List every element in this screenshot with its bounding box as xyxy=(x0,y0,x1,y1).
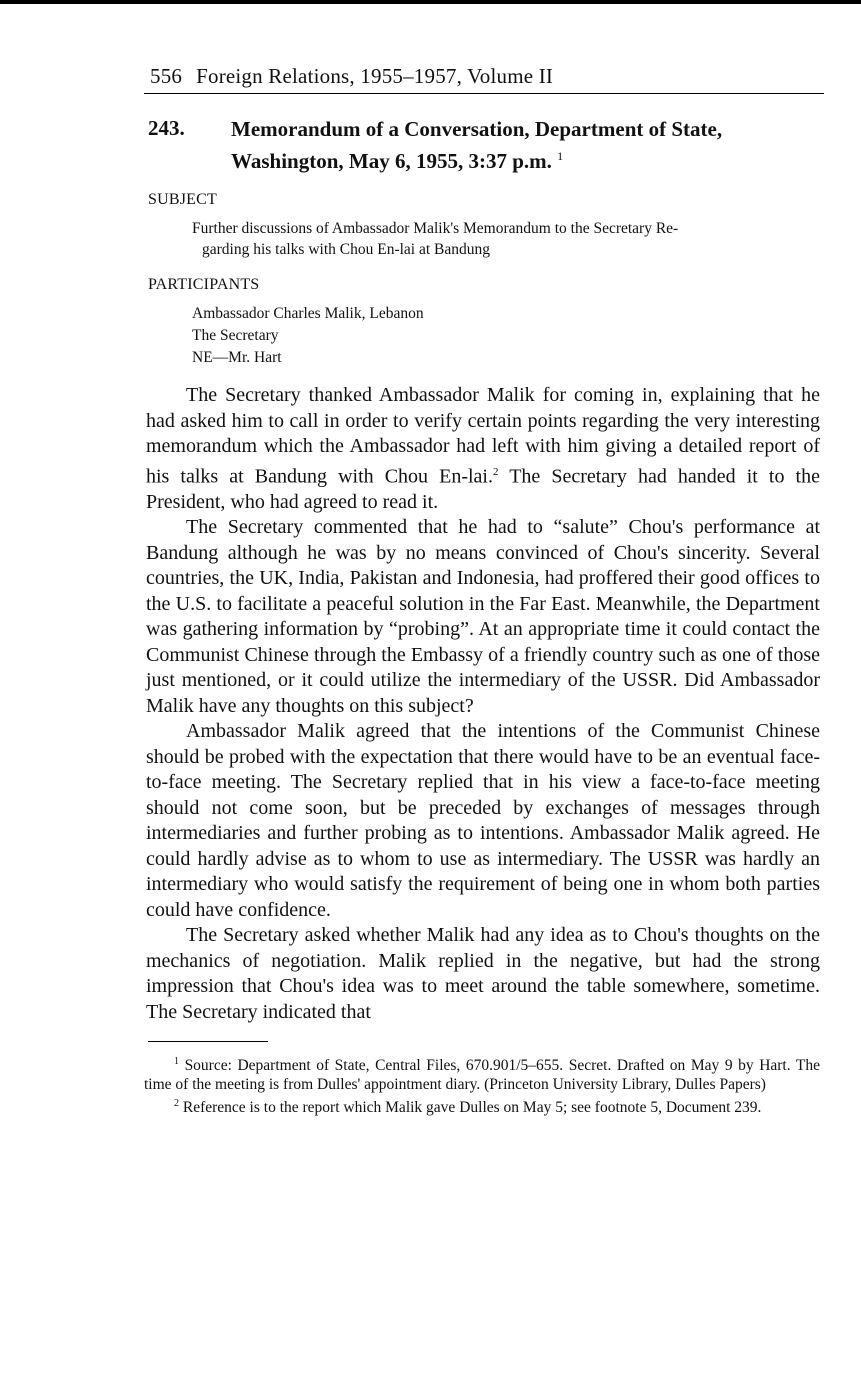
document-title-line2: Washington, May 6, 1955, 3:37 p.m. xyxy=(231,149,552,173)
footnote-2 xyxy=(144,1094,820,1117)
paragraph-4: The Secretary asked whether Malik had any idea as to Chou's thoughts on the mechanics of negotiation. Malik replied in the negative, but had the strong impression that Chou's idea was to meet around the table somewhere, sometime. The Secretary indicated that xyxy=(146,924,820,1023)
participant-item: The Secretary xyxy=(192,327,279,344)
subject-label: SUBJECT xyxy=(148,191,217,208)
document-number: 243. xyxy=(148,116,185,140)
running-head xyxy=(144,64,824,94)
participant-item: Ambassador Charles Malik, Lebanon xyxy=(192,305,424,322)
publication-title: Foreign Relations, 1955–1957, Volume II xyxy=(196,64,554,88)
subject-line2: garding his talks with Chou En-lai at Bandung xyxy=(202,241,491,258)
subject-line1: Further discussions of Ambassador Malik's Memorandum to the Secretary Re- xyxy=(192,220,679,237)
document-title-line1: Memorandum of a Conversation, Department of State, xyxy=(231,117,723,141)
paragraph-2: The Secretary commented that he had to “salute” Chou's performance at Bandung although he was by no means convinced of Chou's sincerity. Several countries, the UK, India, Pakistan and Indonesia, had proffered their good offices to the U.S. to facilitate a peaceful solution in the Far East. Meanwhile, the Department was gathering information by “probing”. At an appropriate time it could contact the Communist Chinese through the Embassy of a friendly country such as one of those just mentioned, or it could utilize the intermediary of the USSR. Did Ambassador Malik have any thoughts on this subject? xyxy=(146,516,820,717)
document-header xyxy=(144,116,824,175)
scan-top-edge xyxy=(0,0,861,4)
participant-item: NE—Mr. Hart xyxy=(192,349,282,366)
footnote-1-text: Source: Department of State, Central Files, 670.901/5–655. Secret. Drafted on May 9 by Hart. The time of the meeting is from Dulles' appointment diary. (Princeton University Library, Dulles Papers) xyxy=(144,1057,820,1094)
document-title xyxy=(231,116,791,175)
participants-label: PARTICIPANTS xyxy=(148,276,260,293)
footnote-divider xyxy=(148,1041,268,1042)
footnote-2-marker: 2 xyxy=(174,1098,179,1110)
paragraph-1 xyxy=(146,383,820,515)
footnote-ref-1[interactable]: 1 xyxy=(557,149,564,163)
page-number: 556 xyxy=(150,64,183,88)
paragraph-1-text-b: The Secretary had handed it to the President, who had agreed to read it. xyxy=(146,465,820,513)
paragraph-3: Ambassador Malik agreed that the intentions of the Communist Chinese should be probed with the expectation that there would have to be an eventual face-to-face meeting. The Secretary replied that in his view a face-to-face meeting should not come soon, but be preceded by exchanges of messages through intermediaries and further probing as to intentions. Ambassador Malik agreed. He could hardly advise as to whom to use as intermediary. The USSR was hardly an intermediary who would satisfy the requirement of being one in whom both parties could have confidence. xyxy=(146,720,820,921)
footnote-ref-2[interactable]: 2 xyxy=(492,465,499,478)
footnote-1-marker: 1 xyxy=(174,1056,179,1068)
footnote-1 xyxy=(144,1052,820,1094)
subject-text xyxy=(192,218,820,260)
paragraph-1-text-a: The Secretary thanked Ambassador Malik for coming in, explaining that he had asked him to call in order to verify certain points regarding the very interesting memorandum which the Ambassador had left with him giving a detailed report of his talks at Bandung with Chou En-lai. xyxy=(146,384,820,488)
participants-list xyxy=(192,303,824,369)
document-page xyxy=(144,64,824,1117)
footnotes xyxy=(144,1052,820,1117)
memorandum-body xyxy=(144,383,820,1025)
footnote-2-text: Reference is to the report which Malik gave Dulles on May 5; see footnote 5, Document 239. xyxy=(182,1099,762,1117)
